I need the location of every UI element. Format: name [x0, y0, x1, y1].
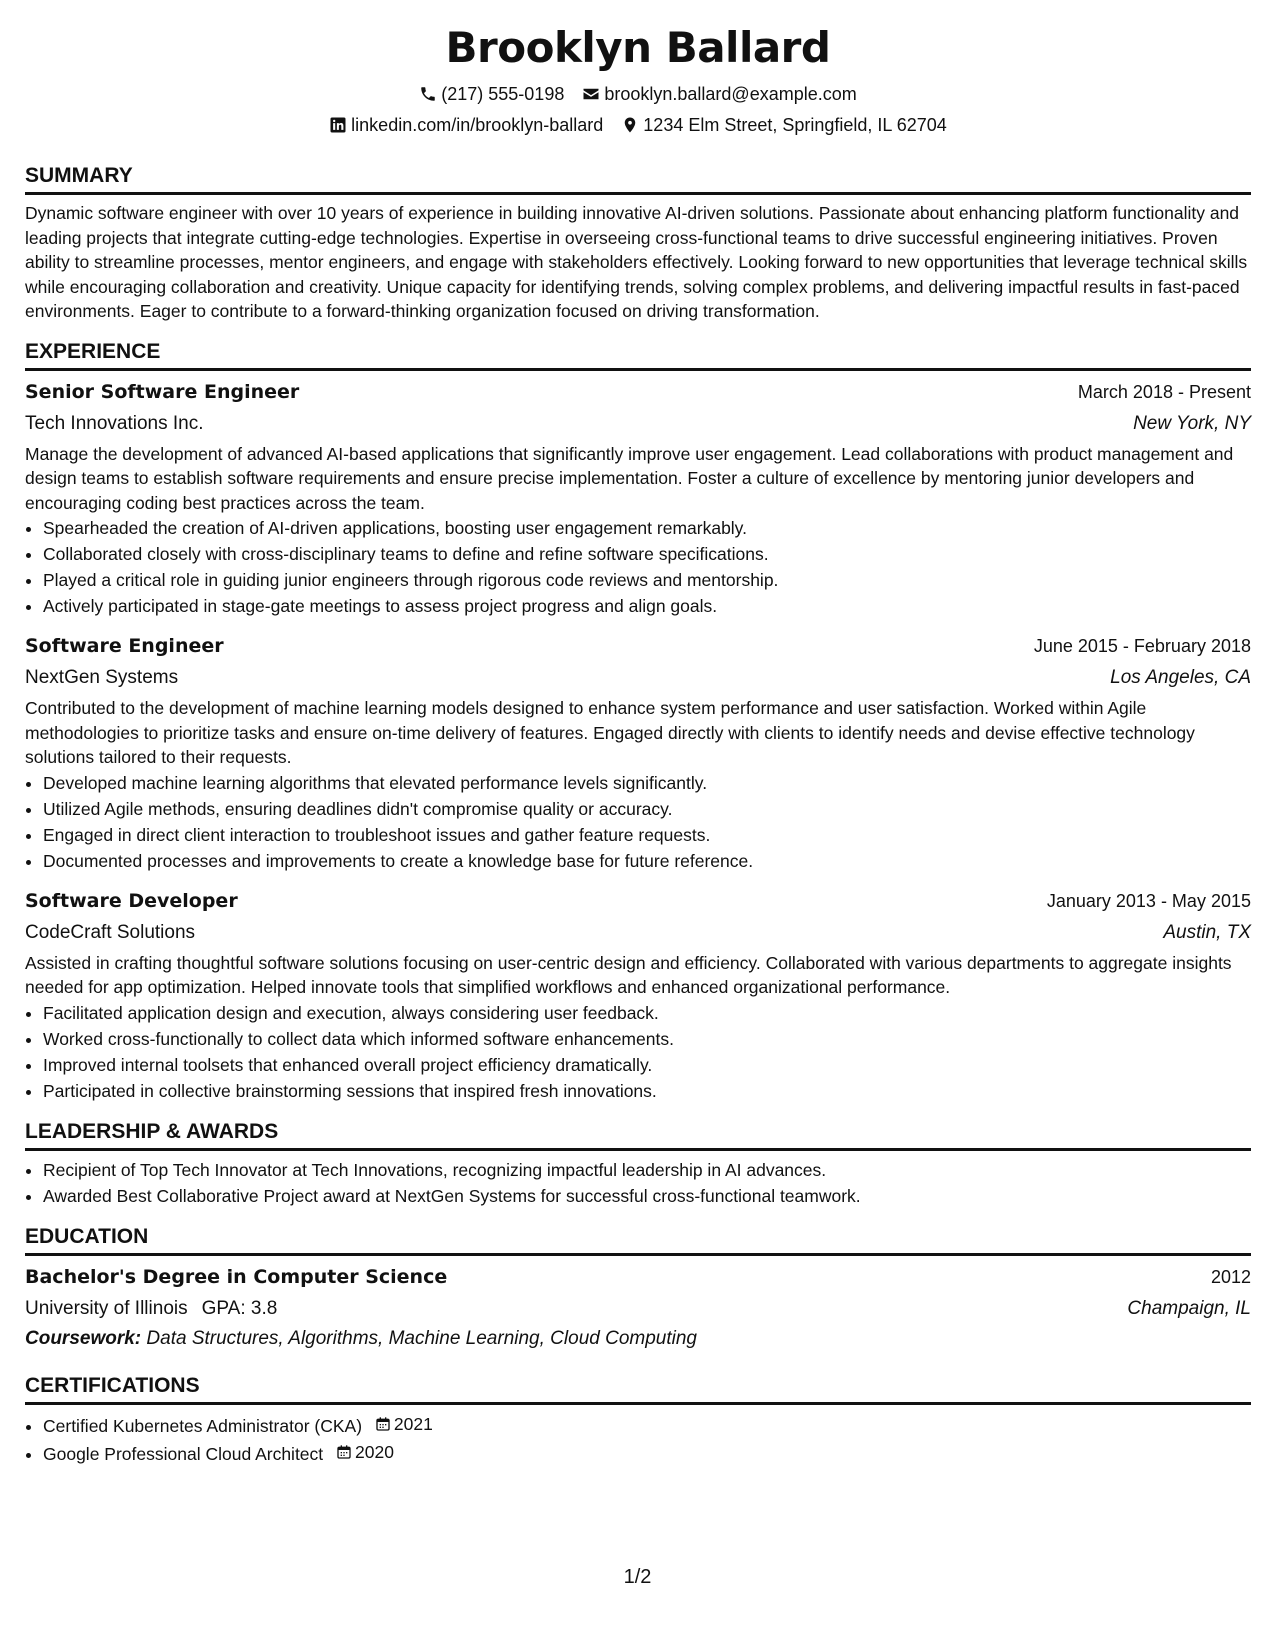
linkedin-url[interactable]: linkedin.com/in/brooklyn-ballard: [351, 114, 604, 135]
job-entry: [25, 377, 1251, 620]
company-name: NextGen Systems: [25, 667, 179, 688]
resume-page: [25, 18, 1251, 1467]
job-entry: [25, 631, 1251, 874]
job-description: Contributed to the development of machine learning models designed to enhance system performance and user satisfaction. Worked within Agile methodologies to prioritize tasks and ensure on-time delivery of features. Engaged directly with clients to identify needs and devise effective technology solutions tailored to their requests.: [25, 698, 1195, 767]
linkedin-icon: [329, 116, 347, 134]
street-address: 1234 Elm Street, Springfield, IL 62704: [643, 114, 947, 135]
linkedin-contact: [329, 112, 603, 138]
coursework-label: Coursework:: [25, 1327, 142, 1349]
map-pin-icon: [621, 116, 639, 134]
list-item: [43, 1411, 1251, 1439]
leadership-list: [25, 1157, 1251, 1209]
certification-year: 2021: [393, 1413, 433, 1434]
leadership-heading: LEADERSHIP & AWARDS: [25, 1118, 1251, 1151]
address-contact: [621, 112, 947, 138]
list-item: • Collaborated closely with cross-disciplinary teams to define and refine software specifications.: [43, 541, 1251, 567]
gpa: GPA: 3.8: [201, 1297, 278, 1319]
job-description: Manage the development of advanced AI-based applications that significantly improve user engagement. Lead collaborations with product management and design teams to establish software requirements and ensure precise implementation. Foster a culture of excellence by mentoring junior developers and encouraging coding best practices across the team.: [25, 443, 1234, 513]
job-bullets: [25, 1000, 1251, 1104]
envelope-icon: [582, 85, 600, 103]
list-item: • Awarded Best Collaborative Project award at NextGen Systems for successful cross-functional teamwork.: [43, 1183, 1251, 1209]
list-item: • Recipient of Top Tech Innovator at Tech Innovations, recognizing impactful leadership in AI advances.: [43, 1157, 1251, 1183]
email-contact: [582, 81, 856, 107]
job-bullets: [25, 515, 1251, 619]
certification-name: Certified Kubernetes Administrator (CKA): [43, 1415, 363, 1436]
school-name: University of Illinois: [25, 1297, 188, 1319]
company-name: CodeCraft Solutions: [25, 921, 196, 943]
education-heading: EDUCATION: [25, 1223, 1251, 1256]
job-title: Software Developer: [25, 889, 238, 912]
summary-heading: SUMMARY: [25, 162, 1251, 195]
job-location: New York, NY: [1133, 412, 1251, 434]
company-name: Tech Innovations Inc.: [25, 412, 204, 434]
list-item: • Participated in collective brainstorming sessions that inspired fresh innovations.: [43, 1078, 1251, 1104]
summary-section: [25, 162, 1251, 324]
page-number: 1/2: [623, 1566, 652, 1588]
list-item: • Played a critical role in guiding junior engineers through rigorous code reviews and mentorship.: [43, 567, 1251, 593]
graduation-year: 2012: [1210, 1266, 1251, 1287]
contact-line-primary: [25, 78, 1251, 109]
job-dates: June 2015 - February 2018: [1033, 636, 1251, 656]
list-item: • Facilitated application design and execution, always considering user feedback.: [43, 1000, 1251, 1026]
job-location: Los Angeles, CA: [1110, 667, 1251, 688]
education-section: [25, 1223, 1251, 1354]
job-dates: March 2018 - Present: [1077, 381, 1251, 402]
email-address[interactable]: brooklyn.ballard@example.com: [604, 83, 857, 104]
phone-contact: [419, 81, 564, 107]
experience-heading: EXPERIENCE: [25, 338, 1251, 371]
school-location: Champaign, IL: [1127, 1297, 1251, 1319]
leadership-section: [25, 1118, 1251, 1209]
degree-title: Bachelor's Degree in Computer Science: [25, 1265, 448, 1288]
list-item: • Actively participated in stage-gate meetings to assess project progress and align goals.: [43, 593, 1251, 619]
certification-date: [375, 1411, 433, 1437]
candidate-name: Brooklyn Ballard: [445, 23, 831, 72]
job-title: Senior Software Engineer: [25, 380, 300, 403]
certifications-heading: CERTIFICATIONS: [25, 1372, 1251, 1405]
job-description: Assisted in crafting thoughtful software solutions focusing on user-centric design and efficiency. Collaborated with various departments to aggregate insights needed for app optimization. Helped innovate tools that simplified workflows and enhanced organizational performance.: [25, 952, 1232, 997]
list-item: • Documented processes and improvements to create a knowledge base for future reference.: [43, 848, 1251, 874]
job-title: Software Engineer: [25, 635, 224, 657]
summary-text: Dynamic software engineer with over 10 years of experience in building innovative AI-driven solutions. Passionate about enhancing platform functionality and leading projects that integrate cutting-edge technologies. Expertise in overseeing cross-functional teams to drive successful engineering initiatives. Proven ability to streamline processes, mentor engineers, and engage with stakeholders effectively. Looking forward to new opportunities that leverage technical skills while encouraging collaboration and creativity. Unique capacity for identifying trends, solving complex problems, and delivering impactful results in fast-paced environments. Eager to contribute to a forward-thinking organization focused on driving transformation.: [25, 203, 1248, 321]
list-item: • Utilized Agile methods, ensuring deadlines didn't compromise quality or accuracy.: [43, 796, 1251, 822]
calendar-icon: [375, 1416, 391, 1432]
certification-year: 2020: [355, 1441, 394, 1462]
experience-section: [25, 338, 1251, 1104]
school-info: [25, 1293, 277, 1324]
list-item: • Engaged in direct client interaction to troubleshoot issues and gather feature requests.: [43, 822, 1251, 848]
coursework-list: Data Structures, Algorithms, Machine Learning, Cloud Computing: [146, 1327, 697, 1349]
job-location: Austin, TX: [1163, 921, 1251, 943]
list-item: • Developed machine learning algorithms that elevated performance levels significantly.: [43, 770, 1251, 796]
list-item: • Worked cross-functionally to collect data which informed software enhancements.: [43, 1026, 1251, 1052]
calendar-icon: [336, 1444, 352, 1460]
certifications-list: [25, 1411, 1251, 1467]
contact-line-secondary: [25, 109, 1251, 140]
list-item: • Improved internal toolsets that enhanced overall project efficiency dramatically.: [43, 1052, 1251, 1078]
job-entry: [25, 886, 1251, 1104]
list-item: [43, 1439, 1251, 1467]
certifications-section: [25, 1372, 1251, 1467]
job-dates: January 2013 - May 2015: [1046, 890, 1251, 911]
certification-date: [336, 1439, 394, 1465]
phone-icon: [419, 85, 437, 103]
certification-name: Google Professional Cloud Architect: [43, 1443, 324, 1464]
phone-number: (217) 555-0198: [441, 83, 565, 104]
job-bullets: [25, 770, 1251, 874]
coursework: [25, 1324, 1251, 1354]
list-item: • Spearheaded the creation of AI-driven applications, boosting user engagement remarkably.: [43, 515, 1251, 541]
